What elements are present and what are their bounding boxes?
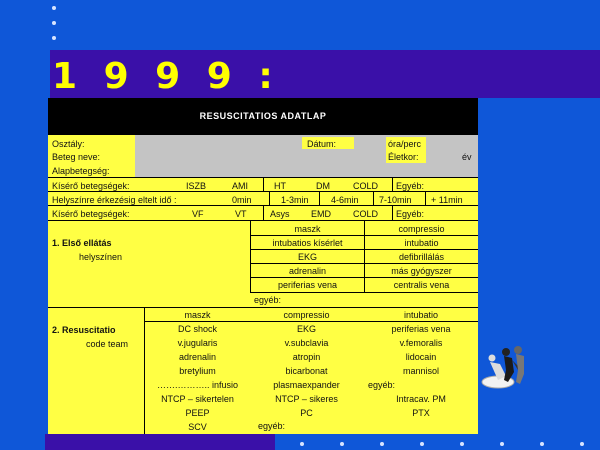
s2-col1 — [145, 309, 250, 433]
section1-sub: helyszínen — [79, 252, 123, 262]
s2-egyeb-inner: egyéb: — [368, 380, 396, 390]
osztaly-label: Osztály: — [52, 139, 85, 149]
egyeb-label-2: Egyéb: — [396, 209, 425, 219]
resuscitation-form — [48, 98, 478, 434]
s2-option[interactable]: NTCP – sikeres — [275, 394, 338, 404]
option-ami[interactable]: AMI — [232, 181, 249, 191]
erkezes-label: Helyszínre érkezésig eltelt idő : — [52, 195, 177, 205]
s2-option[interactable]: PEEP — [185, 408, 210, 418]
s2-option[interactable]: plasmaexpander — [273, 380, 340, 390]
option-7-10min[interactable]: 7-10min — [379, 195, 412, 205]
s2-option[interactable]: mannisol — [402, 366, 440, 376]
s2-option[interactable]: …….……….. infusio — [156, 380, 239, 390]
s1-col1 — [251, 223, 364, 291]
s1-option[interactable]: más gyógyszer — [391, 266, 452, 276]
s2-option[interactable]: maszk — [184, 310, 211, 320]
s2-option[interactable]: NTCP – sikertelen — [161, 394, 234, 404]
option-iszb[interactable]: ISZB — [186, 181, 207, 191]
s2-col3 — [364, 309, 478, 419]
s2-option[interactable]: PTX — [412, 408, 430, 418]
s2-option[interactable]: v.subclavia — [284, 338, 329, 348]
s1-option[interactable]: intubatios kísérlet — [272, 238, 343, 248]
kisero-label-2: Kísérő betegségek: — [52, 209, 130, 219]
s1-col2 — [365, 223, 478, 291]
s2-option[interactable]: adrenalin — [178, 352, 217, 362]
decorative-dots — [50, 6, 58, 51]
s1-option[interactable]: periferias vena — [277, 280, 338, 290]
resuscitation-figure-icon — [478, 340, 548, 396]
beteg-label: Beteg neve: — [52, 152, 101, 162]
option-dm[interactable]: DM — [316, 181, 330, 191]
s2-option[interactable]: bicarbonat — [285, 366, 328, 376]
bottom-bar — [45, 434, 275, 450]
datum-label: Dátum: — [307, 139, 337, 149]
option-vf[interactable]: VF — [192, 209, 204, 219]
ev-label: év — [462, 152, 472, 162]
page-title: 1 9 9 9 : — [52, 56, 280, 97]
section1-title: 1. Első ellátás — [52, 238, 112, 248]
s1-option[interactable]: maszk — [294, 224, 321, 234]
option-11min[interactable]: + 11min — [431, 195, 463, 205]
egyeb-label-1: Egyéb: — [396, 181, 425, 191]
alap-label: Alapbetegség: — [52, 166, 110, 176]
s2-option[interactable]: PC — [300, 408, 313, 418]
option-asys[interactable]: Asys — [270, 209, 290, 219]
option-4-6min[interactable]: 4-6min — [331, 195, 359, 205]
s2-option[interactable]: DC shock — [177, 324, 217, 334]
section2-sub: code team — [86, 339, 129, 349]
s1-option[interactable]: compressio — [398, 224, 445, 234]
form-title: RESUSCITATIOS ADATLAP — [48, 98, 478, 135]
s2-option[interactable]: v.jugularis — [177, 338, 218, 348]
option-0min[interactable]: 0min — [232, 195, 252, 205]
s2-option[interactable]: compressio — [283, 310, 330, 320]
s2-option[interactable]: Intracav. PM — [396, 394, 446, 404]
s1-option[interactable]: EKG — [297, 252, 317, 262]
s1-egyeb: egyéb: — [254, 295, 282, 305]
s2-option[interactable]: periferias vena — [391, 324, 451, 334]
kisero-label-1: Kísérő betegségek: — [52, 181, 130, 191]
option-ht[interactable]: HT — [274, 181, 286, 191]
s1-option[interactable]: centralis vena — [393, 280, 450, 290]
s2-option[interactable]: intubatio — [403, 310, 439, 320]
s1-option[interactable]: intubatio — [404, 238, 439, 248]
s1-option[interactable]: adrenalin — [288, 266, 327, 276]
option-1-3min[interactable]: 1-3min — [281, 195, 309, 205]
s1-option[interactable]: defibrillálás — [398, 252, 445, 262]
s2-col2 — [254, 309, 359, 419]
ora-label: óra/perc — [388, 139, 422, 149]
s2-option[interactable]: atropin — [292, 352, 321, 362]
option-emd[interactable]: EMD — [311, 209, 331, 219]
s2-option[interactable]: EKG — [296, 324, 316, 334]
option-cold-2[interactable]: COLD — [353, 209, 379, 219]
s2-option[interactable]: bretylium — [179, 366, 216, 376]
option-cold[interactable]: COLD — [353, 181, 379, 191]
option-vt[interactable]: VT — [235, 209, 247, 219]
s2-option[interactable]: SCV — [188, 422, 207, 432]
s2-option[interactable]: lidocain — [405, 352, 437, 362]
s2-option[interactable]: v.femoralis — [399, 338, 443, 348]
section2-title: 2. Resuscitatio — [52, 325, 116, 335]
eletkor-label: Életkor: — [388, 152, 419, 162]
s2-egyeb: egyéb: — [258, 421, 286, 431]
